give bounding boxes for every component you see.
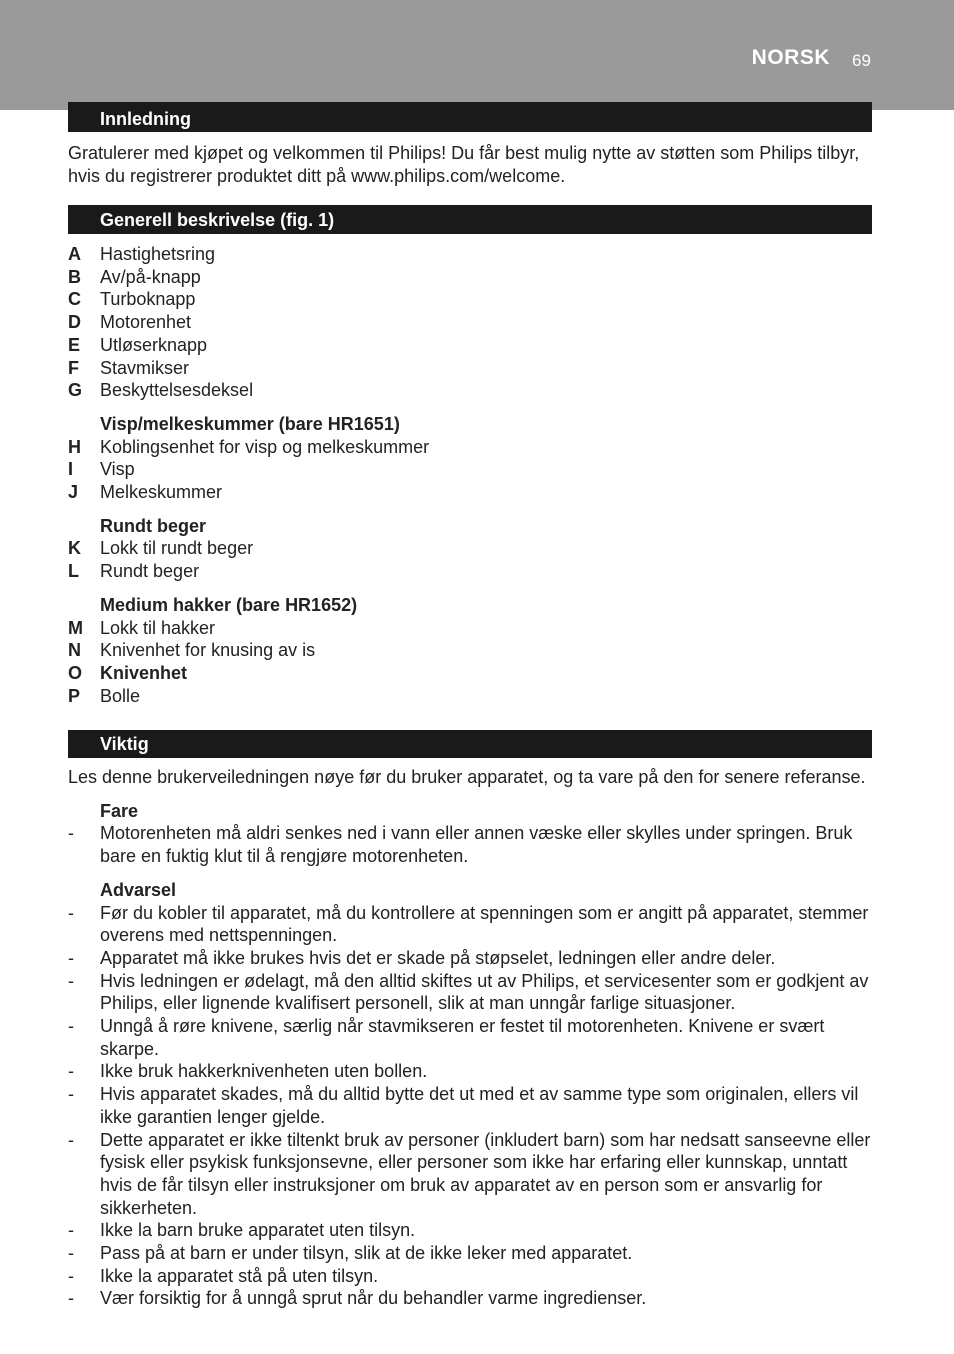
bullet-dash: -: [68, 947, 74, 968]
danger-heading: Fare: [100, 800, 139, 821]
part-text: Lokk til rundt beger: [100, 538, 254, 559]
part-text: Beskyttelsesdeksel: [100, 380, 254, 401]
part-item: [68, 537, 874, 560]
parts-group-1: [68, 243, 874, 402]
part-item: [68, 334, 874, 357]
part-label: B: [68, 266, 81, 287]
part-item: [68, 436, 874, 459]
part-text: Melkeskummer: [100, 482, 223, 503]
bullet-text: Før du kobler til apparatet, må du kontrollere at spenningen som er angitt på apparatet, stemmer overens med nettspenningen.: [100, 902, 869, 946]
section-heading-important: [68, 730, 872, 758]
part-text: Lokk til hakker: [100, 617, 216, 638]
bullet-dash: -: [68, 823, 74, 844]
part-item: [68, 357, 874, 380]
bullet-dash: -: [68, 1129, 74, 1150]
bullet-item: [68, 1287, 874, 1310]
parts-list: [68, 243, 874, 707]
part-text: Rundt beger: [100, 561, 200, 582]
part-label: L: [68, 561, 79, 582]
part-item: [68, 243, 874, 266]
bullet-dash: -: [68, 1220, 74, 1241]
warning-heading: Advarsel: [100, 879, 177, 900]
section-heading-intro: [68, 102, 872, 132]
bullet-dash: -: [68, 1061, 74, 1082]
parts-group-2: [68, 436, 874, 504]
bullet-text: Hvis apparatet skades, må du alltid bytte det ut med et av samme type som originalen, ellers vil ikke garantien lenger gjelde.: [100, 1084, 859, 1127]
bullet-text: Motorenheten må aldri senkes ned i vann eller annen væske eller skylles under springen. Bruk bare en fuktig klut til å rengjøre motorenheten.: [100, 823, 853, 867]
bullet-item: [68, 1242, 874, 1265]
page-header: [0, 0, 954, 110]
important-block: [68, 766, 874, 1310]
subheading-beaker: Rundt beger: [100, 515, 206, 536]
section-title: Innledning: [100, 109, 191, 129]
language-label: NORSK: [751, 46, 830, 69]
part-item: [68, 458, 874, 481]
part-item: [68, 639, 874, 662]
bullet-dash: -: [68, 1084, 74, 1105]
part-text: Motorenhet: [100, 312, 192, 333]
bullet-text: Ikke bruk hakkerknivenheten uten bollen.: [100, 1061, 428, 1082]
part-text: Koblingsenhet for visp og melkeskummer: [100, 436, 430, 457]
bullet-dash: -: [68, 1016, 74, 1037]
part-text: Turboknapp: [100, 289, 196, 310]
part-label: P: [68, 685, 81, 706]
intro-block: [68, 142, 874, 187]
bullet-text: Pass på at barn er under tilsyn, slik at de ikke leker med apparatet.: [100, 1243, 633, 1264]
part-label: J: [68, 482, 79, 503]
bullet-item: [68, 970, 874, 1015]
bullet-text: Apparatet må ikke brukes hvis det er skade på støpselet, ledningen eller andre deler.: [100, 947, 776, 968]
part-label: K: [68, 538, 81, 559]
part-item: [68, 379, 874, 402]
section-heading-general: [68, 205, 872, 234]
part-text: Knivenhet: [100, 662, 188, 683]
bullet-text: Dette apparatet er ikke tiltenkt bruk av personer (inkludert barn) som har nedsatt sanseevne eller fysisk eller psykisk funksjonsevne, eller personer som ikke har erfaring eller kunnskap, unntatt hvis de får tilsyn eller instruksjoner om bruk av apparatet av en person som er ansvarlig for sikkerheten.: [100, 1129, 871, 1218]
danger-list: [68, 822, 874, 867]
bullet-item: [68, 1015, 874, 1060]
section-title: Viktig: [100, 734, 149, 754]
part-label: E: [68, 334, 81, 355]
part-item: [68, 288, 874, 311]
part-label: G: [68, 380, 83, 401]
subheading-chopper: Medium hakker (bare HR1652): [100, 594, 358, 615]
bullet-item: [68, 1083, 874, 1128]
part-text: Av/på-knapp: [100, 266, 201, 287]
part-text: Visp: [100, 459, 135, 480]
part-item: [68, 266, 874, 289]
important-intro: Les denne brukerveiledningen nøye før du bruker apparatet, og ta vare på den for senere referanse.: [68, 767, 866, 787]
bullet-dash: -: [68, 1265, 74, 1286]
part-label: I: [68, 459, 74, 480]
part-text: Hastighetsring: [100, 244, 216, 264]
bullet-item: [68, 947, 874, 970]
bullet-text: Vær forsiktig for å unngå sprut når du behandler varme ingredienser.: [100, 1288, 647, 1309]
part-label: A: [68, 244, 81, 264]
part-label: O: [68, 662, 83, 683]
part-item: [68, 617, 874, 640]
part-text: Utløserknapp: [100, 334, 208, 355]
section-title: Generell beskrivelse (fig. 1): [100, 210, 335, 230]
bullet-text: Unngå å røre knivene, særlig når stavmikseren er festet til motorenheten. Knivene er svært skarpe.: [100, 1016, 825, 1059]
intro-text: Gratulerer med kjøpet og velkommen til Philips! Du får best mulig nytte av støtten som Philips tilbyr, hvis du registrerer produktet ditt på www.philips.com/welcome.: [68, 143, 860, 186]
bullet-dash: -: [68, 1288, 74, 1309]
bullet-dash: -: [68, 970, 74, 991]
bullet-text: Hvis ledningen er ødelagt, må den alltid skiftes ut av Philips, et servicesenter som er godkjent av Philips, eller lignende kvalifisert personell, slik at man unngår farlige situasjoner.: [100, 970, 869, 1014]
bullet-item: [68, 822, 874, 867]
part-item: [68, 560, 874, 583]
parts-group-3: [68, 537, 874, 582]
part-item: [68, 481, 874, 504]
parts-group-4: [68, 617, 874, 708]
bullet-item: [68, 1129, 874, 1220]
bullet-dash: -: [68, 902, 74, 923]
part-label: F: [68, 357, 79, 378]
part-label: M: [68, 617, 83, 638]
bullet-text: Ikke la apparatet stå på uten tilsyn.: [100, 1265, 379, 1286]
bullet-item: [68, 1060, 874, 1083]
part-label: N: [68, 640, 81, 661]
part-item: [68, 311, 874, 334]
part-text: Bolle: [100, 685, 141, 706]
bullet-text: Ikke la barn bruke apparatet uten tilsyn.: [100, 1220, 416, 1241]
part-item: [68, 662, 874, 685]
part-label: C: [68, 289, 81, 310]
bullet-dash: -: [68, 1243, 74, 1264]
part-label: D: [68, 312, 81, 333]
page-number: 69: [852, 51, 871, 70]
part-text: Stavmikser: [100, 357, 190, 378]
bullet-item: [68, 1219, 874, 1242]
part-item: [68, 685, 874, 708]
bullet-item: [68, 902, 874, 947]
bullet-item: [68, 1265, 874, 1288]
part-text: Knivenhet for knusing av is: [100, 640, 316, 661]
part-label: H: [68, 436, 81, 457]
warning-list: [68, 902, 874, 1311]
subheading-whisk: Visp/melkeskummer (bare HR1651): [100, 413, 400, 434]
